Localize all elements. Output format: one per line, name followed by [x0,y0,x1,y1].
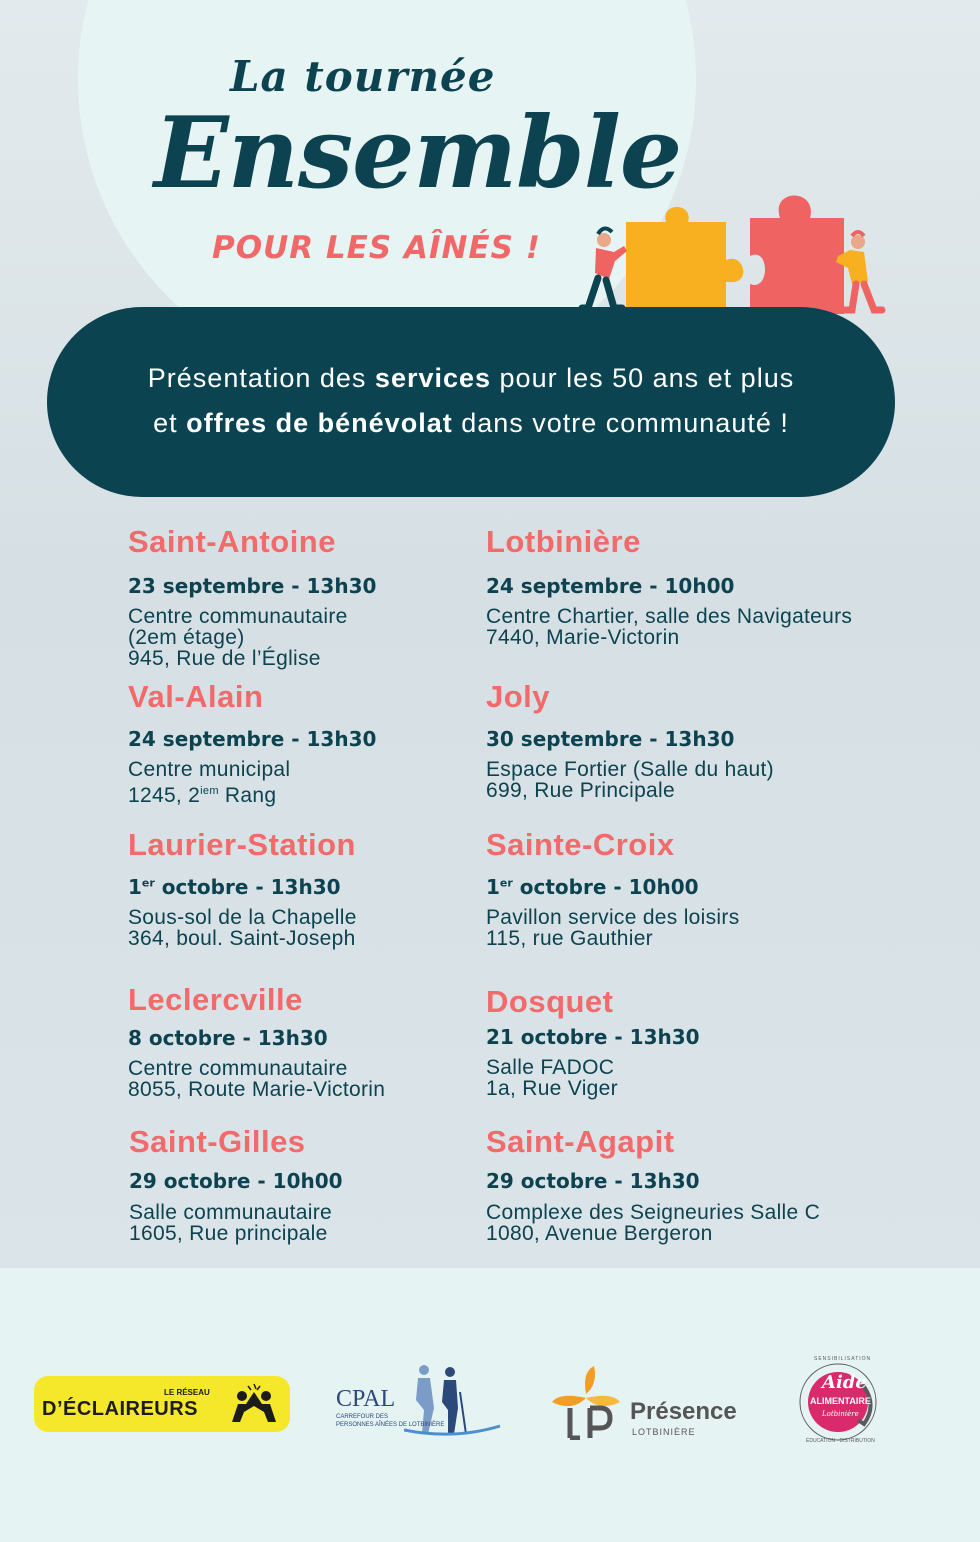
aide-ring-bottom: ÉDUCATION · DISTRIBUTION [806,1438,875,1444]
event-venue: Centre municipal [128,758,291,781]
event-date: 23 septembre - 13h30 [128,574,377,598]
event-date: 24 septembre - 10h00 [486,574,735,598]
aide-word-3: Lotbinière [822,1410,859,1418]
person-left-icon [582,228,627,308]
title-subtitle: POUR LES AÎNÉS ! [212,230,541,266]
event-town: Val-Alain [128,679,264,714]
cpal-line-1: CARREFOUR DES [336,1414,389,1420]
event-date: 29 octobre - 13h30 [486,1169,700,1193]
event-date: 30 septembre - 13h30 [486,727,735,751]
aide-word-2: ALIMENTAIRE [810,1396,871,1406]
aide-alimentaire-logo [792,1358,884,1446]
eclaireurs-big-text: D’ÉCLAIREURS [42,1398,199,1420]
cpal-name: CPAL [336,1386,396,1412]
event-address: 1080, Avenue Bergeron [486,1222,713,1245]
event-date: 1er octobre - 10h00 [486,875,699,899]
event-venue: Centre communautaire [128,605,348,628]
event-town: Leclercville [128,982,303,1017]
eclaireurs-small-text: LE RÉSEAU [164,1388,210,1397]
aide-word-1: Aide [822,1372,867,1393]
event-town: Sainte-Croix [486,827,675,862]
presence-name: Présence [630,1398,737,1425]
event-date: 8 octobre - 13h30 [128,1026,328,1050]
pink-puzzle-piece [750,196,844,315]
event-town: Dosquet [486,984,614,1019]
eclaireurs-logo [34,1376,290,1432]
event-venue: Espace Fortier (Salle du haut) [486,758,774,781]
event-address: 8055, Route Marie-Victorin [128,1078,386,1101]
event-town: Lotbinière [486,524,641,559]
event-date: 29 octobre - 10h00 [129,1169,343,1193]
banner-line-2: et offres de bénévolat dans votre communauté ! [153,408,789,438]
intro-banner [47,307,895,497]
event-venue-detail: (2em étage) [128,626,245,649]
presence-leaf-icon [548,1364,624,1440]
event-address: 364, boul. Saint-Joseph [128,927,356,950]
event-date: 24 septembre - 13h30 [128,727,377,751]
event-venue: Salle FADOC [486,1056,615,1079]
event-address: 7440, Marie-Victorin [486,626,680,649]
presence-subtitle: LOTBINIÈRE [632,1427,696,1437]
title-big: Ensemble [154,96,682,211]
banner-line-1: Présentation des services pour les 50 ans et plus [147,363,795,393]
title-small: La tournée [230,52,496,101]
event-venue: Sous-sol de la Chapelle [128,906,357,929]
event-venue: Complexe des Seigneuries Salle C [486,1201,821,1224]
event-town: Saint-Gilles [129,1124,306,1159]
orange-puzzle-piece [626,207,743,316]
presence-logo [548,1364,754,1440]
event-address: 115, rue Gauthier [486,927,653,950]
event-venue: Salle communautaire [129,1201,332,1224]
event-address: 1605, Rue principale [129,1222,328,1245]
event-date: 21 octobre - 13h30 [486,1025,700,1049]
cpal-logo [334,1360,504,1440]
event-town: Laurier-Station [128,827,356,862]
event-date: 1er octobre - 13h30 [128,875,341,899]
event-address: 945, Rue de l’Église [128,647,321,670]
people-icon [226,1382,282,1426]
event-address: 1245, $2^{iem}$ Rang [128,784,277,807]
puzzle-illustration [568,182,898,322]
event-venue: Pavillon service des loisirs [486,906,740,929]
aide-ring-top: SENSIBILISATION [814,1356,872,1362]
event-town: Saint-Agapit [486,1124,675,1159]
event-venue: Centre communautaire [128,1057,348,1080]
event-address: 1a, Rue Viger [486,1077,618,1100]
event-venue: Centre Chartier, salle des Navigateurs [486,605,853,628]
event-address: 699, Rue Principale [486,779,675,802]
event-town: Joly [486,679,551,714]
event-town: Saint-Antoine [128,524,336,559]
seniors-walking-icon [404,1362,504,1440]
cpal-line-2: PERSONNES AÎNÉES DE LOTBINIÈRE [336,1422,445,1428]
